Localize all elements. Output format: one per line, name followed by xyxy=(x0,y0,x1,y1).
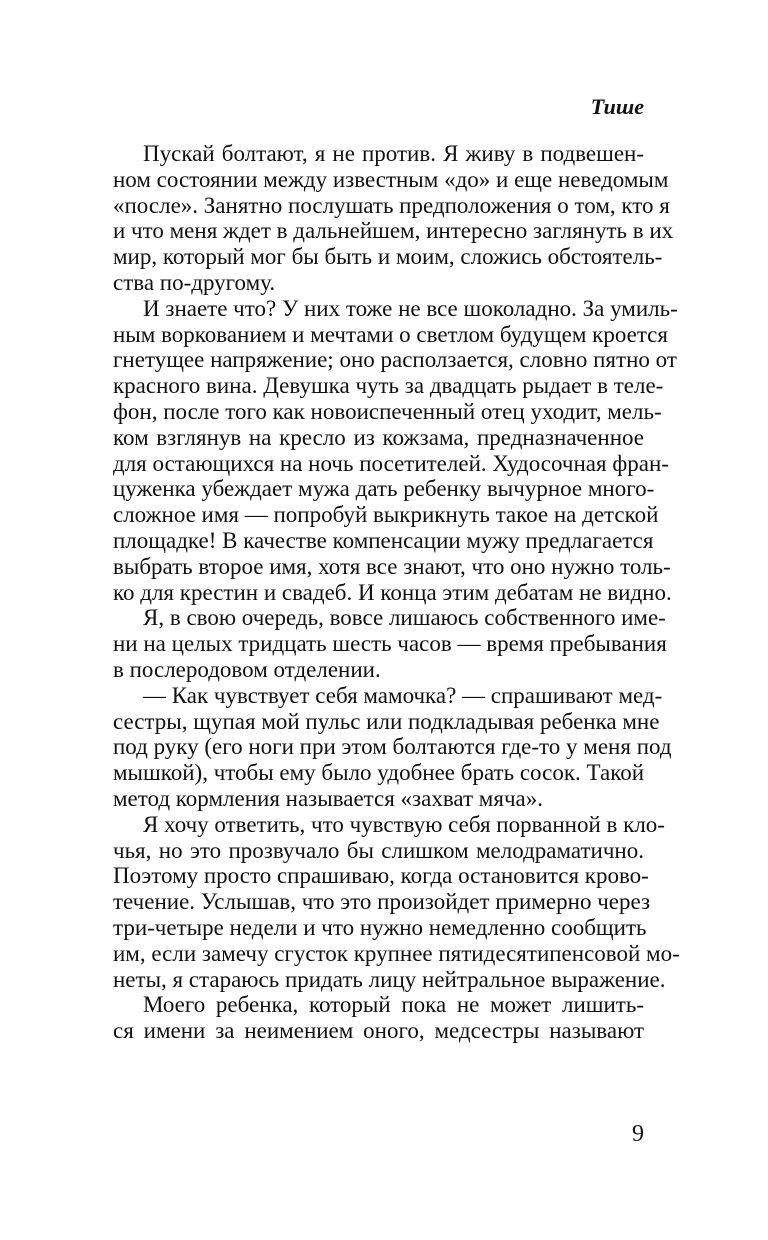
text-line: ни на целых тридцать шесть часов — время пребывания xyxy=(113,631,667,657)
text-line: Я, в свою очередь, вовсе лишаюсь собственного име- xyxy=(143,605,666,631)
text-line: — Как чувствует себя мамочка? — спрашивают мед- xyxy=(143,682,663,708)
text-line: сестры, щупая мой пульс или подкладывая ребенка мне xyxy=(113,708,660,734)
text-line: сложное имя — попробуй выкрикнуть такое на детской xyxy=(113,502,659,528)
text-line: выбрать второе имя, хотя все знают, что оно нужно толь- xyxy=(113,553,671,579)
text-line: ном состоянии между известным «до» и еще неведомым xyxy=(113,166,669,192)
text-line: «после». Занятно послушать предположения о том, кто я xyxy=(113,192,670,218)
text-line: площадке! В качестве компенсации мужу предлагается xyxy=(113,527,654,553)
text-line: гнетущее напряжение; оно расползается, словно пятно от xyxy=(113,347,677,373)
page-number: 9 xyxy=(632,1121,644,1147)
text-line: Поэтому просто спрашиваю, когда остановится крово- xyxy=(113,863,649,889)
text-line: в послеродовом отделении. xyxy=(113,656,381,682)
text-line: ко для крестин и свадеб. И конца этим дебатам не видно. xyxy=(113,579,672,605)
text-line: мышкой), чтобы ему было удобнее брать сосок. Такой xyxy=(113,760,645,786)
text-line: мир, который мог бы быть и моим, сложись обстоятель- xyxy=(113,244,663,270)
text-line: ком взглянув на кресло из кожзама, предназначенное xyxy=(113,424,644,450)
body-text xyxy=(113,141,680,1044)
text-line: три-четыре недели и что нужно немедленно сообщить xyxy=(113,914,647,940)
text-line: Моего ребенка, который пока не может лишить- xyxy=(143,992,644,1018)
text-line: и что меня ждет в дальнейшем, интересно заглянуть в их xyxy=(113,218,674,244)
text-line: ся имени за неимением оного, медсестры называют xyxy=(113,1018,644,1044)
text-line: течение. Услышав, что это произойдет примерно через xyxy=(113,889,651,915)
text-line: Пускай болтают, я не против. Я живу в подвешен- xyxy=(143,141,644,166)
text-line: чья, но это прозвучало бы слишком мелодраматично. xyxy=(113,837,644,863)
text-line: Я хочу ответить, что чувствую себя порванной в кло- xyxy=(143,811,665,837)
text-line: им, если замечу сгусток крупнее пятидесятипенсовой мо- xyxy=(113,940,680,966)
text-line: красного вина. Девушка чуть за двадцать рыдает в теле- xyxy=(113,373,664,399)
text-line: под руку (его ноги при этом болтаются где-то у меня под xyxy=(113,734,672,760)
text-line: цуженка убеждает мужа дать ребенку вычурное много- xyxy=(113,476,655,502)
text-line: метод кормления называется «захват мяча». xyxy=(113,785,543,811)
text-line: И знаете что? У них тоже не все шоколадно. За умиль- xyxy=(143,295,678,321)
text-line: ства по-другому. xyxy=(113,269,276,295)
text-line: для остающихся на ночь посетителей. Худосочная фран- xyxy=(113,450,669,476)
text-line: фон, после того как новоиспеченный отец уходит, мель- xyxy=(113,398,662,424)
text-line: ным воркованием и мечтами о светлом будущем кроется xyxy=(113,321,668,347)
running-header-title: Тише xyxy=(590,94,644,119)
text-line: неты, я стараюсь придать лицу нейтральное выражение. xyxy=(113,966,666,992)
